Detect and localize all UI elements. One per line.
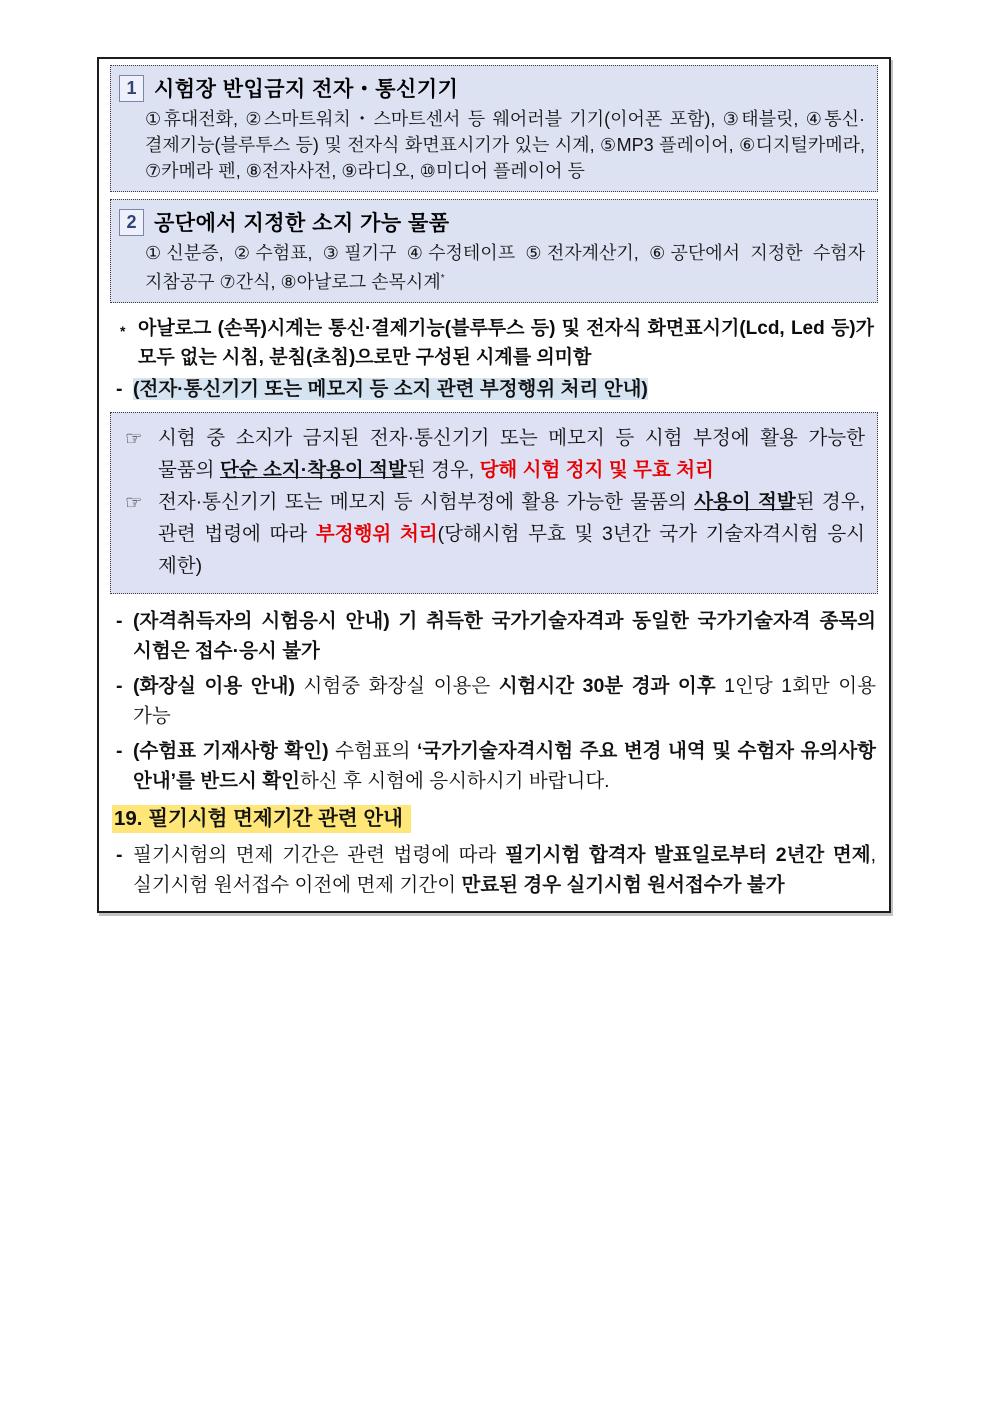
bullet-exemption-period-text: 필기시험의 면제 기간은 관련 법령에 따라 필기시험 합격자 발표일로부터 2년간 면제, 실기시험 원서접수 이전에 면제 기간이 만료된 경우 실기시험 원서접수가 불가 [133, 844, 876, 896]
asterisk-marker: * [120, 323, 126, 339]
bullet-exemption-period [116, 840, 876, 900]
allowed-items-list: ①신분증, ②수험표, ③필기구 ④수정테이프 ⑤전자계산기, ⑥공단에서 지정한 수험자 지참공구 ⑦간식, ⑧아날로그 손목시계* [145, 243, 865, 292]
dash-marker: - [116, 844, 123, 866]
bullet-restroom-usage-text: (화장실 이용 안내) 시험중 화장실 이용은 시험시간 30분 경과 이후 1인당 1회만 이용 가능 [133, 675, 876, 727]
callout-text-simple-possession: 시험 중 소지가 금지된 전자·통신기기 또는 메모지 등 시험 부정에 활용 가능한 물품의 단순 소지·착용이 적발된 경우, 당해 시험 정지 및 무효 처리 [158, 427, 865, 481]
prohibited-items-title: 시험장 반입금지 전자・통신기기 [154, 78, 459, 101]
allowed-items-box [110, 199, 878, 303]
bullet-exam-eligibility-text: (자격취득자의 시험응시 안내) 기 취득한 국가기술자격과 동일한 국가기술자격 종목의 시험은 접수·응시 불가 [133, 610, 876, 662]
prohibited-items-title-row [119, 70, 867, 105]
section-19-highlight [112, 805, 411, 833]
callout-item-simple-possession [125, 422, 865, 486]
dash-marker: - [116, 675, 123, 697]
misconduct-notice-line [116, 375, 878, 404]
prohibited-items-box [110, 65, 878, 192]
bullet-restroom-usage [116, 671, 876, 731]
bullet-admission-ticket-text: (수험표 기재사항 확인) 수험표의 ‘국가기술자격시험 주요 변경 내역 및 수험자 유의사항 안내’를 반드시 확인하신 후 시험에 응시하시기 바랍니다. [133, 740, 876, 792]
allowed-items-title-row [119, 204, 867, 239]
bullet-admission-ticket [116, 736, 876, 796]
dash-marker: - [116, 740, 123, 762]
callout-text-usage-detected: 전자·통신기기 또는 메모지 등 시험부정에 활용 가능한 물품의 사용이 적발된 경우, 관련 법령에 따라 부정행위 처리(당해시험 무효 및 3년간 국가 기술자격시험 응시 제한) [158, 491, 865, 577]
box-number-2-badge: 2 [119, 209, 144, 236]
analog-watch-note [120, 314, 874, 372]
dash-marker: - [116, 378, 123, 400]
prohibited-items-list: ①휴대전화, ②스마트워치・스마트센서 등 웨어러블 기기(이어폰 포함), ③태블릿, ④통신·결제기능(블루투스 등) 및 전자식 화면표시기가 있는 시계, ⑤MP3 플레이어, ⑥디지털카메라, ⑦카메라 펜, ⑧전자사전, ⑨라디오, ⑩미디어 플레이어 등 [145, 109, 865, 181]
misconduct-notice-text: (전자·통신기기 또는 메모지 등 소지 관련 부정행위 처리 안내) [133, 378, 648, 400]
section-19-heading [112, 805, 878, 833]
dash-marker: - [116, 610, 123, 632]
analog-watch-note-text: 아날로그 (손목)시계는 통신·결제기능(블루투스 등) 및 전자식 화면표시기(Lcd, Led 등)가 모두 없는 시침, 분침(초침)으로만 구성된 시계를 의미함 [138, 318, 874, 368]
pointing-hand-icon: ☞ [125, 428, 143, 450]
allowed-items-title: 공단에서 지정한 소지 가능 물품 [154, 212, 450, 235]
pointing-hand-icon: ☞ [125, 492, 143, 514]
bullet-exam-eligibility [116, 606, 876, 666]
misconduct-callout [110, 412, 878, 594]
section-19-number: 19. [114, 807, 143, 830]
box-number-1-badge: 1 [119, 75, 144, 102]
document-border [97, 57, 891, 913]
section-19-title: 필기시험 면제기간 관련 안내 [148, 807, 403, 830]
callout-item-usage-detected [125, 486, 865, 582]
